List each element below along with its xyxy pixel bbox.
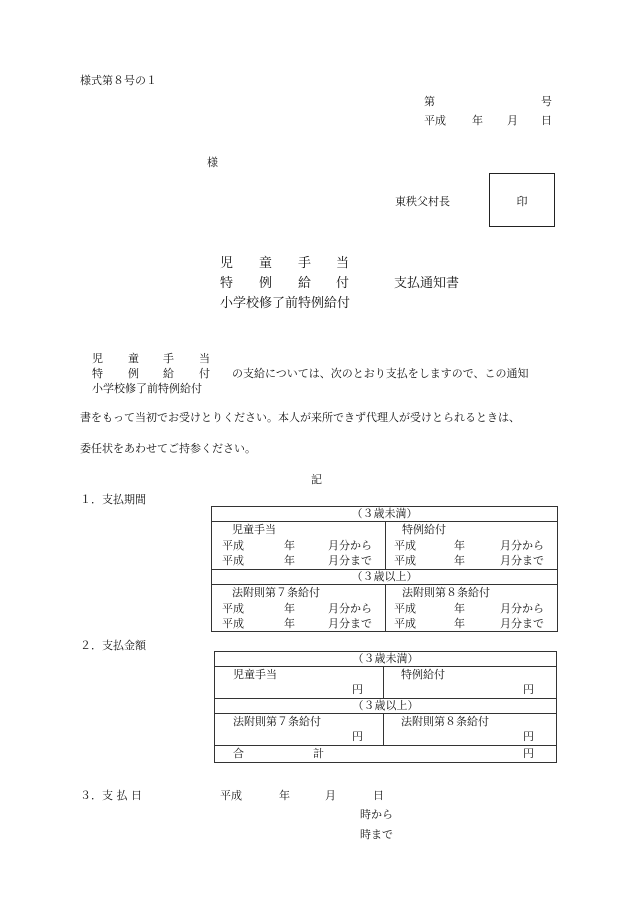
era-label: 平成 — [222, 554, 244, 567]
art8-label: 法附則第８条給付 — [401, 715, 489, 728]
special-benefit-label: 特例給付 — [402, 523, 446, 536]
col-divider — [383, 713, 384, 745]
yen-unit: 円 — [352, 730, 363, 743]
from-label: 月分から — [500, 539, 544, 552]
title-line2-c4: 付 — [336, 276, 350, 291]
total-label-c1: 合 — [233, 747, 244, 760]
year-label: 年 — [454, 554, 465, 567]
body-stack2-c1: 特 — [92, 367, 103, 380]
row-divider — [215, 713, 556, 714]
yen-unit: 円 — [523, 730, 534, 743]
era-label: 平成 — [222, 602, 244, 615]
to-label: 月分まで — [328, 554, 372, 567]
year-label: 年 — [454, 617, 465, 630]
from-label: 月分から — [328, 602, 372, 615]
title-line1-c4: 当 — [336, 256, 350, 271]
addressee-suffix: 様 — [207, 156, 218, 169]
section1-label: １．支払期間 — [80, 493, 146, 506]
payment-amount-table — [214, 651, 557, 763]
form-number: 様式第８号の１ — [80, 74, 157, 87]
era-label: 平成 — [222, 617, 244, 630]
from-label: 月分から — [328, 539, 372, 552]
ki-heading: 記 — [311, 473, 322, 486]
year-label: 年 — [454, 602, 465, 615]
over3-header: （３歳以上） — [351, 570, 418, 583]
pay-date-day: 日 — [373, 789, 384, 802]
row-divider — [215, 745, 556, 746]
date-era: 平成 — [424, 114, 446, 127]
title-suffix: 支払通知書 — [394, 276, 460, 291]
title-line2-c3: 給 — [298, 276, 312, 291]
row-divider — [215, 666, 556, 667]
body-stack2-c2: 例 — [128, 367, 139, 380]
number-dai: 第 — [424, 95, 435, 108]
era-label: 平成 — [394, 554, 416, 567]
date-day: 日 — [541, 114, 552, 127]
body-text-line3: 委任状をあわせてご持参ください。 — [80, 442, 256, 455]
title-line1-c3: 手 — [298, 256, 312, 271]
date-month: 月 — [507, 114, 518, 127]
seal-mark: 印 — [516, 195, 528, 208]
pay-date-era: 平成 — [220, 789, 242, 802]
from-label: 月分から — [500, 602, 544, 615]
under3-header: （３歳未満） — [351, 507, 418, 520]
body-stack2-c3: 給 — [163, 367, 174, 380]
time-to: 時まで — [360, 828, 393, 841]
to-label: 月分まで — [500, 617, 544, 630]
over3-header: （３歳以上） — [352, 699, 419, 712]
year-label: 年 — [454, 539, 465, 552]
title-line2-c1: 特 — [220, 276, 234, 291]
to-label: 月分まで — [328, 617, 372, 630]
child-allowance-label: 児童手当 — [233, 668, 277, 681]
body-stack3: 小学校修了前特例給付 — [92, 382, 202, 395]
yen-unit: 円 — [523, 747, 534, 760]
seal-box — [489, 173, 555, 227]
body-stack1-c2: 童 — [128, 352, 139, 365]
section2-label: ２．支払金額 — [80, 639, 146, 652]
era-label: 平成 — [394, 617, 416, 630]
art7-label: 法附則第７条給付 — [232, 586, 320, 599]
pay-date-month: 月 — [325, 789, 336, 802]
era-label: 平成 — [222, 539, 244, 552]
body-stack1-c4: 当 — [199, 352, 210, 365]
body-stack1-c1: 児 — [92, 352, 103, 365]
col-divider — [383, 666, 384, 698]
body-stack2-c4: 付 — [199, 367, 210, 380]
under3-header: （３歳未満） — [352, 652, 419, 665]
year-label: 年 — [284, 617, 295, 630]
date-year: 年 — [472, 114, 483, 127]
issuer-name: 東秩父村長 — [395, 195, 450, 208]
title-line2-c2: 例 — [259, 276, 273, 291]
era-label: 平成 — [394, 602, 416, 615]
body-text-line1: の支給については、次のとおり支払をしますので、この通知 — [232, 367, 529, 380]
body-text-line2: 書をもって当初でお受けとりください。本人が来所できず代理人が受けとられるときは、 — [80, 411, 520, 424]
child-allowance-label: 児童手当 — [232, 523, 276, 536]
col-divider — [385, 584, 386, 632]
body-stack1-c3: 手 — [163, 352, 174, 365]
year-label: 年 — [284, 554, 295, 567]
art8-label: 法附則第８条給付 — [402, 586, 490, 599]
total-label-c2: 計 — [313, 747, 324, 760]
special-benefit-label: 特例給付 — [401, 668, 445, 681]
section3-label: ３．支 払 日 — [80, 789, 142, 802]
pay-date-year: 年 — [279, 789, 290, 802]
title-line1-c2: 童 — [259, 256, 273, 271]
number-go: 号 — [541, 95, 552, 108]
col-divider — [385, 521, 386, 569]
title-line1-c1: 児 — [220, 256, 234, 271]
era-label: 平成 — [394, 539, 416, 552]
year-label: 年 — [284, 602, 295, 615]
art7-label: 法附則第７条給付 — [233, 715, 321, 728]
payment-period-table — [211, 506, 558, 632]
yen-unit: 円 — [352, 683, 363, 696]
time-from: 時から — [360, 808, 393, 821]
title-line3: 小学校修了前特例給付 — [220, 296, 351, 311]
year-label: 年 — [284, 539, 295, 552]
yen-unit: 円 — [523, 683, 534, 696]
to-label: 月分まで — [500, 554, 544, 567]
